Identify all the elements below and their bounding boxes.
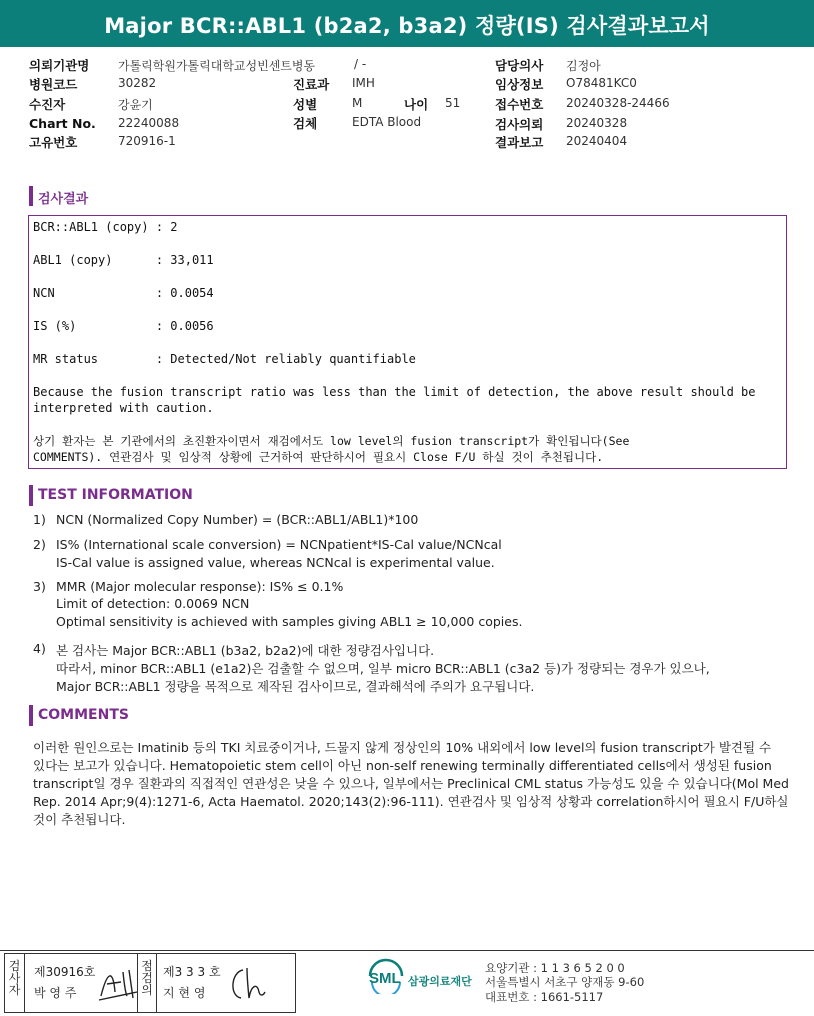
request-label: 검사의뢰	[495, 117, 544, 132]
test-info-line: IS% (International scale conversion) = NCNpatient*IS-Cal value/NCNcal	[56, 537, 502, 552]
age-label: 나이	[404, 97, 429, 112]
address: 서울특별시 서초구 양재동 9-60	[485, 975, 645, 989]
chart-value: 22240088	[118, 116, 180, 130]
test-info-num-2: 2)	[33, 537, 46, 552]
test-info-line: MMR (Major molecular response): IS% ≤ 0.1%	[56, 579, 344, 594]
specimen-value: EDTA Blood	[352, 115, 422, 129]
chart-label: Chart No.	[29, 116, 96, 131]
code-value: 30282	[118, 76, 157, 90]
test-info-line: 본 검사는 Major BCR::ABL1 (b3a2, b2a2)에 대한 정량검사입니다.	[56, 643, 435, 658]
reviewer-name: 지 현 영	[163, 986, 206, 1000]
test-info-line: NCN (Normalized Copy Number) = (BCR::ABL1/ABL1)*100	[56, 512, 419, 527]
report-value: 20240404	[566, 134, 628, 148]
doctor-label: 담당의사	[495, 58, 544, 73]
collector-value: 강윤기	[118, 98, 153, 112]
test-info-num-1: 1)	[33, 512, 46, 527]
hospital-value: 가톨릭학원가톨릭대학교성빈센트병동	[118, 59, 316, 73]
unique-label: 고유번호	[29, 135, 78, 150]
test-info-title: TEST INFORMATION	[38, 487, 193, 503]
ward-value: / -	[354, 57, 367, 71]
test-info-marker	[29, 485, 33, 506]
report-header	[0, 0, 814, 47]
comments-title: COMMENTS	[38, 707, 129, 723]
results-section-marker	[29, 186, 33, 206]
test-info-num-3: 3)	[33, 579, 46, 594]
sex-value: M	[352, 96, 363, 110]
code-label: 병원코드	[29, 77, 78, 92]
reviewer-signature-icon	[225, 962, 269, 1002]
test-info-line: Optimal sensitivity is achieved with samples giving ABL1 ≥ 10,000 copies.	[56, 614, 523, 629]
reviewer-label: 점검의	[137, 954, 157, 1012]
inspector-name: 박 영 주	[34, 986, 77, 1000]
comment-line: 이러한 원인으로는 Imatinib 등의 TKI 치료중이거나, 드물지 않게 정상인의 10% 내외에서 low level의 fusion transcript가 발견될 수	[33, 740, 772, 755]
reviewer-license: 제3 3 3 호	[163, 965, 221, 979]
footer-divider	[0, 950, 814, 951]
comment-line: 있다는 보고가 있습니다. Hematopoietic stem cell이 아닌 non-self renewing terminally differentiated cells에서 생성된 fusion	[33, 758, 772, 773]
result-line-is: IS (%) : 0.0056	[33, 319, 214, 333]
receipt-label: 접수번호	[495, 97, 544, 112]
result-line-mr-status: MR status : Detected/Not reliably quantifiable	[33, 352, 416, 366]
report-title: Major BCR::ABL1 (b2a2, b3a2) 정량(IS) 검사결과보고서	[104, 14, 710, 38]
comment-line: 것이 추천됩니다.	[33, 812, 126, 827]
result-note-kr-1: 상기 환자는 본 기관에서의 초진환자이면서 재검에서도 low level의 fusion transcript가 확인됩니다(See	[33, 434, 630, 448]
inspector-signature-icon	[97, 962, 141, 1002]
result-line-bcr-abl1: BCR::ABL1 (copy) : 2	[33, 220, 178, 234]
specimen-label: 검체	[293, 116, 318, 131]
dept-value: IMH	[352, 76, 375, 90]
report-label: 결과보고	[495, 135, 544, 150]
comment-line: transcript일 경우 질환과의 직접적인 연관성은 낮을 수 있으나, 일부에서는 Preclinical CML status 가능성도 있을 수 있습니다(Mol Med	[33, 776, 789, 791]
test-info-line: 따라서, minor BCR::ABL1 (e1a2)은 검출할 수 없으며, 일부 micro BCR::ABL1 (c3a2 등)가 정량되는 경우가 있으나,	[56, 661, 710, 676]
comment-line: Rep. 2014 Apr;9(4):1271-6, Acta Haematol. 2020;143(2):96-111). 연관검사 및 임상적 상황과 correlation하시어 필요시 F/U하실	[33, 794, 789, 809]
institution-code: 요양기관 : 1 1 3 6 5 2 0 0	[485, 961, 625, 975]
inspector-license: 제30916호	[34, 965, 96, 979]
inspector-label: 검사자	[5, 954, 25, 1012]
dept-label: 진료과	[293, 77, 330, 92]
age-value: 51	[445, 96, 461, 110]
test-info-line: Limit of detection: 0.0069 NCN	[56, 596, 250, 611]
sml-logo-text: SML	[369, 970, 401, 987]
doctor-value: 김정아	[566, 59, 601, 73]
request-value: 20240328	[566, 116, 628, 130]
signature-box	[4, 953, 296, 1013]
sex-label: 성별	[293, 97, 318, 112]
test-info-line: Major BCR::ABL1 정량을 목적으로 제작된 검사이므로, 결과해석에 주의가 요구됩니다.	[56, 679, 535, 694]
collector-label: 수진자	[29, 97, 66, 112]
result-line-ncn: NCN : 0.0054	[33, 286, 214, 300]
clinical-label: 임상정보	[495, 77, 544, 92]
hospital-label: 의뢰기관명	[29, 58, 90, 73]
result-line-abl1: ABL1 (copy) : 33,011	[33, 253, 214, 267]
test-info-num-4: 4)	[33, 641, 46, 656]
result-note-en-2: interpreted with caution.	[33, 401, 214, 415]
result-note-kr-2: COMMENTS). 연관검사 및 임상적 상황에 근거하여 판단하시어 필요시 Close F/U 하실 것이 추천됩니다.	[33, 450, 604, 464]
clinical-value: O78481KC0	[566, 76, 637, 90]
receipt-value: 20240328-24466	[566, 96, 670, 110]
sml-logo	[366, 958, 484, 998]
result-note-en-1: Because the fusion transcript ratio was less than the limit of detection, the above result should be	[33, 385, 756, 399]
test-info-line: IS-Cal value is assigned value, whereas NCNcal is experimental value.	[56, 555, 495, 570]
phone: 대표번호 : 1661-5117	[485, 990, 604, 1004]
results-section-title: 검사결과	[38, 192, 89, 207]
sml-org-name: 삼광의료재단	[408, 975, 472, 988]
unique-value: 720916-1	[118, 134, 176, 148]
comments-marker	[29, 705, 33, 726]
